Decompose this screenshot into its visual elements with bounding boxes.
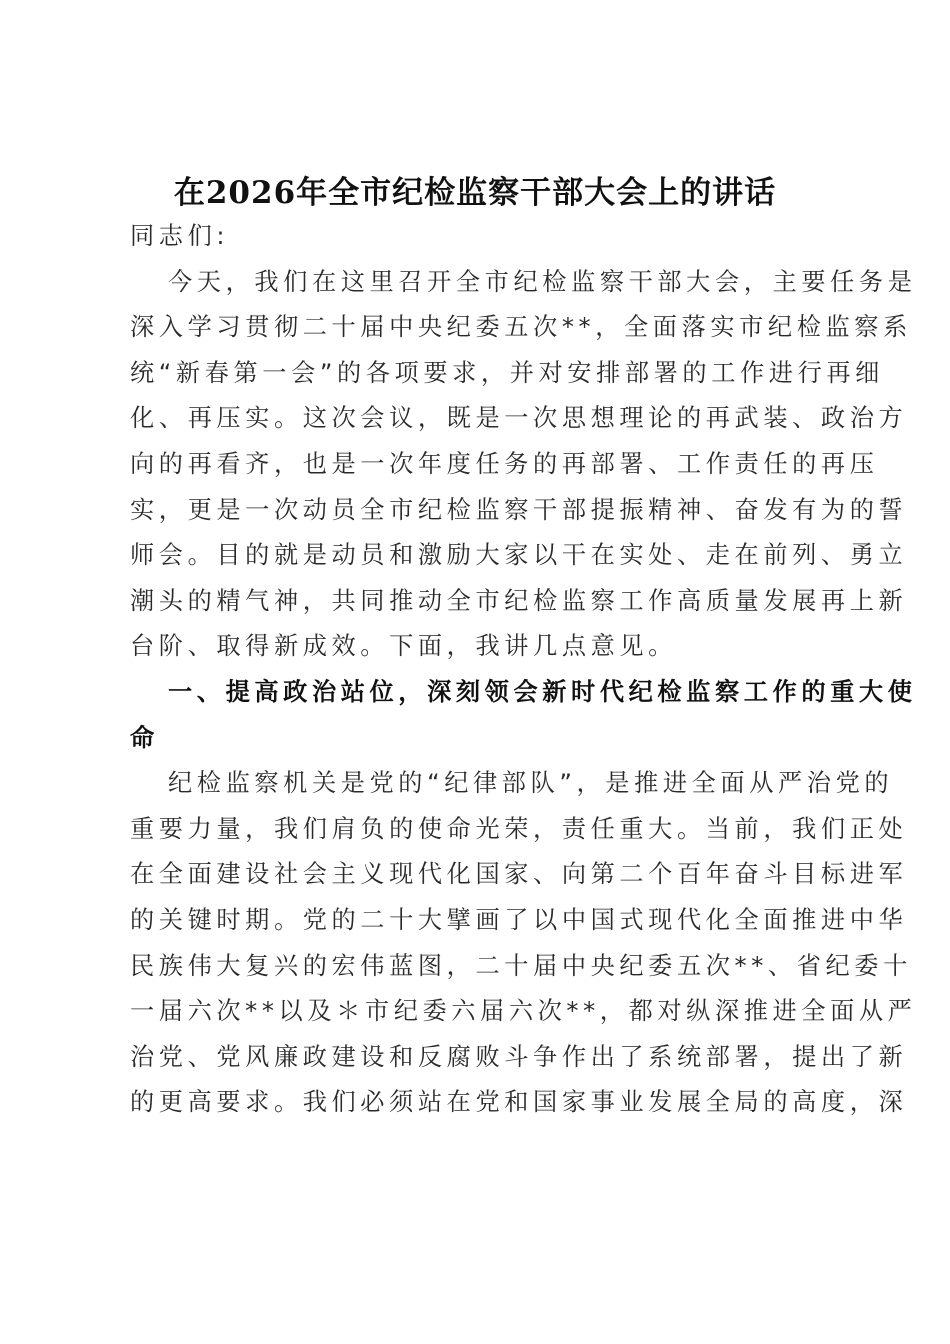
paragraph-intro — [130, 260, 917, 670]
paragraph-section-1 — [130, 761, 917, 1126]
text-line: 潮头的精气神，共同推动全市纪检监察工作高质量发展再上新 — [130, 586, 908, 615]
text-line: 台阶、取得新成效。下面，我讲几点意见。 — [130, 632, 677, 661]
text-line: 纪检监察机关是党的“纪律部队”，是推进全面从严治党的 — [168, 769, 894, 798]
text-line: 向的再看齐，也是一次年度任务的再部署、工作责任的再压 — [130, 449, 879, 478]
text-line: 今天，我们在这里召开全市纪检监察干部大会，主要任务是 — [168, 267, 917, 296]
heading-line: 一、提高政治站位，深刻领会新时代纪检监察工作的重大使 — [168, 677, 917, 706]
text-line: 一届六次**以及＊市纪委六届六次**，都对纵深推进全面从严 — [130, 997, 917, 1026]
text-line: 实，更是一次动员全市纪检监察干部提振精神、奋发有为的誓 — [130, 495, 908, 524]
text-line: 深入学习贯彻二十届中央纪委五次**，全面落实市纪检监察系 — [130, 313, 912, 342]
section-heading-1 — [130, 670, 917, 761]
heading-line: 命 — [130, 723, 159, 752]
salutation: 同志们: — [130, 222, 230, 250]
text-line: 统“新春第一会”的各项要求，并对安排部署的工作进行再细 — [130, 358, 884, 387]
text-line: 师会。目的就是动员和激励大家以干在实处、走在前列、勇立 — [130, 541, 908, 570]
text-line: 在全面建设社会主义现代化国家、向第二个百年奋斗目标进军 — [130, 860, 908, 889]
text-line: 化、再压实。这次会议，既是一次思想理论的再武装、政治方 — [130, 404, 908, 433]
text-line: 的更高要求。我们必须站在党和国家事业发展全局的高度，深 — [130, 1088, 908, 1117]
text-line: 的关键时期。党的二十大擘画了以中国式现代化全面推进中华 — [130, 905, 908, 934]
document-title: 在2026年全市纪检监察干部大会上的讲话 — [173, 175, 777, 211]
text-line: 民族伟大复兴的宏伟蓝图，二十届中央纪委五次**、省纪委十 — [130, 951, 912, 980]
document-body — [130, 214, 917, 1126]
text-line: 治党、党风廉政建设和反腐败斗争作出了系统部署，提出了新 — [130, 1042, 908, 1071]
text-line: 重要力量，我们肩负的使命光荣，责任重大。当前，我们正处 — [130, 814, 908, 843]
